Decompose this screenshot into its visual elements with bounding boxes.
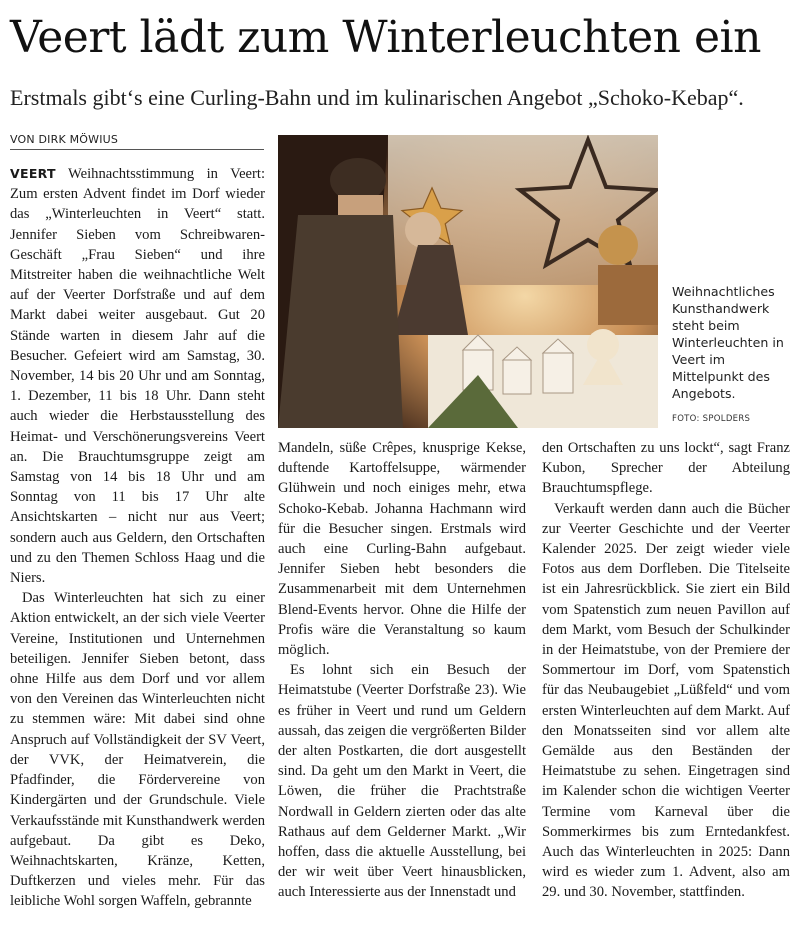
paragraph: Es lohnt sich ein Besuch der Heimatstube (Veerter Dorfstraße 23). Wie es früher in Veert und rund um Geldern aussah, das zeigen die vergrößerten Bilder der alten Postkarten, die dort ausgestellt sind. Da geht um den Markt in Veert, die Löwen, die früher die Prachtstraße Nordwall in Geldern zierten oder das alte Rathaus auf dem Gelderner Markt. „Wir hoffen, dass die aktuelle Ausstellung, bei der wir weit über Veert hinausblicken, auch Interessierte aus der Innenstadt und bbox=[278, 662, 526, 901]
headline: Veert lädt zum Winterleuchten ein bbox=[10, 12, 761, 63]
subheadline: Erstmals gibt‘s eine Curling-Bahn und im kulinarischen Angebot „Schoko-Kebap“. bbox=[10, 85, 744, 110]
photo-credit: FOTO: SPOLDERS bbox=[672, 414, 751, 424]
photo-illustration bbox=[278, 135, 658, 428]
paragraph: Mandeln, süße Crêpes, knusprige Kekse, duftende Kartoffelsuppe, wärmender Glühwein und noch einiges mehr, etwa Schoko-Kebab. Johanna Hachmann wird für die Besucher singen. Erstmals wird auch eine Curling-Bahn aufgebaut. Jennifer Sieben hebt besonders die Zusammenarbeit mit dem Unternehmen Blend-Events hervor. Ohne die Hilfe der Profis wäre die Veranstaltung so kaum möglich. bbox=[278, 440, 526, 659]
photo-caption: Weihnachtliches Kunsthandwerk steht beim Winterleuchten in Veert im Mittelpunkt des Angebots. bbox=[672, 284, 784, 401]
paragraph: den Ortschaften zu uns lockt“, sagt Franz Kubon, Sprecher der Abteilung Brauchtumspflege. bbox=[542, 440, 790, 497]
paragraph: Verkauft werden dann auch die Bücher zur Veerter Geschichte und der Veerter Kalender 2025. Der zeigt wieder viele Fotos aus dem Dorfleben. Die Titelseite ist ein Jahresrückblick. Sie ziert ein Bild vom Spatenstich zum neuen Pavillon auf dem Markt, vom Besuch der Schulkinder in der Heimatstube, von der Premiere der Sommertour im Dorf, vom Spatenstich für das Neubaugebiet „Lüßfeld“ und vom ersten Winterleuchten auf dem Markt. Auf den Monatsseiten sind vor allem alte Gemälde aus den Beständen der Heimatstube zu sehen. Eingetragen sind im Kalender schon die wichtigen Veerter Termine vom Karneval über die Sommerkirmes bis zum Erntedankfest. Auch das Winterleuchten in 2025: Dann wird es wieder zum 1. Advent, also am 29. und 30. November, stattfinden. bbox=[542, 500, 790, 901]
article-column-1 bbox=[10, 164, 265, 912]
article-column-2 bbox=[278, 438, 526, 903]
market-stall-photo bbox=[278, 135, 658, 428]
article-column-3 bbox=[542, 438, 790, 903]
lead-paragraph-text: Weihnachtsstimmung in Veert: Zum ersten Advent findet im Dorf wieder das „Winterleuchten in Veert“ statt. Jennifer Sieben vom Schreibwaren-Geschäft „Frau Sieben“ und ihre Mitstreiter haben die weihnachtliche Welt auf der Veerter Dorfstraße und auf dem Markt dabei weiter ausgebaut. Gut 20 Stände warten in diesem Jahr auf die Besucher. Gefeiert wird am Samstag, 30. November, 14 bis 20 Uhr und am Sonntag, 1. Dezember, 11 bis 18 Uhr. Dann steht auch wieder die Herbstausstellung des Heimat- und Verschönerungsvereins Veert an. Die Brauchtumsgruppe zeigt am Samstag von 14 bis 18 Uhr und am Sonntag von 11 bis 17 Uhr alte Ansichtskarten – nicht nur aus Veert; sondern auch aus Geldern, den Ortschaften und zu den Themen Schloss Haag und die Niers. bbox=[10, 166, 265, 587]
lead-paragraph bbox=[10, 164, 265, 588]
dateline: VEERT bbox=[10, 166, 56, 181]
paragraph: Das Winterleuchten hat sich zu einer Aktion entwickelt, an der sich viele Veerter Vereine, Institutionen und Unternehmen beteiligen. Jennifer Sieben betont, dass ohne Hilfe aus dem Dorf und vor allem von den Vereinen das Winterleuchten nicht zu stemmen wäre: Mit dabei sind ohne Anspruch auf Vollständigkeit der SV Veert, der VVK, der Heimatverein, die Pfadfinder, die Fördervereine von Kindergärten und der Grundschule. Viele Verkaufsstände mit Kunsthandwerk werden aufgebaut. Da gibt es Deko, Weihnachtskarten, Kränze, Ketten, Duftkerzen und vieles mehr. Für das leibliche Wohl sorgen Waffeln, gebrannte bbox=[10, 590, 265, 910]
byline: VON DIRK MÖWIUS bbox=[10, 133, 264, 150]
